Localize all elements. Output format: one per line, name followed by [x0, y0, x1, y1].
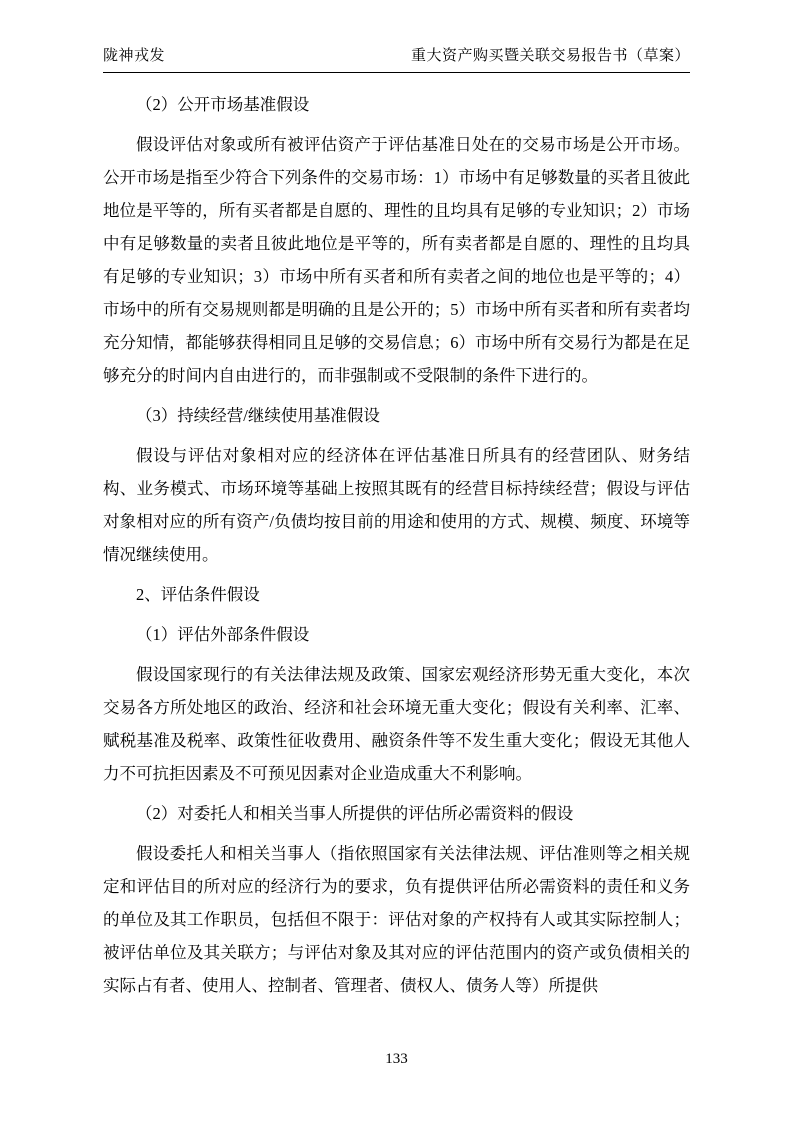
paragraph-heading-provided-materials: （2）对委托人和相关当事人所提供的评估所必需资料的假设 — [136, 804, 574, 823]
header-divider — [103, 72, 690, 73]
paragraph-heading-valuation-conditions: 2、评估条件假设 — [136, 585, 260, 604]
header-document-title: 重大资产购买暨关联交易报告书（草案） — [410, 48, 690, 64]
page-footer — [0, 1051, 793, 1068]
paragraph-provided-materials-text: 假设委托人和相关当事人（指依照国家有关法律法规、评估准则等之相关规定和评估目的所对应的经济行为的要求，负有提供评估所必需资料的责任和义务的单位及其工作职员，包括但不限于：评估对象的产权持有人或其实际控制人；被评估单位及其关联方；与评估对象及其对应的评估范围内的资产或负债相关的实际占有者、使用人、控制者、管理者、债权人、债务人等）所提供 — [103, 844, 690, 995]
page-header — [103, 44, 690, 65]
paragraph-heading-external-conditions: （1）评估外部条件假设 — [136, 625, 310, 644]
paragraph-heading-public-market: （2）公开市场基准假设 — [136, 95, 310, 114]
document-body — [103, 88, 690, 1002]
header-company-name: 陇神戎发 — [103, 48, 166, 64]
paragraph-heading-going-concern: （3）持续经营/继续使用基准假设 — [136, 406, 380, 425]
paragraph-going-concern-text: 假设与评估对象相对应的经济体在评估基准日所具有的经营团队、财务结构、业务模式、市场环境等基础上按照其既有的经营目标持续经营；假设与评估对象相对应的所有资产/负债均按目前的用途和使用的方式、规模、频度、环境等情况继续使用。 — [103, 446, 690, 564]
page-number: 133 — [385, 1051, 408, 1067]
paragraph-public-market-text: 假设评估对象或所有被评估资产于评估基准日处在的交易市场是公开市场。公开市场是指至少符合下列条件的交易市场：1）市场中有足够数量的买者且彼此地位是平等的，所有买者都是自愿的、理性的且均具有足够的专业知识；2）市场中有足够数量的卖者且彼此地位是平等的，所有卖者都是自愿的、理性的且均具有足够的专业知识；3）市场中所有买者和所有卖者之间的地位也是平等的；4）市场中的所有交易规则都是明确的且是公开的；5）市场中所有买者和所有卖者均充分知情，都能够获得相同且足够的交易信息；6）市场中所有交易行为都是在足够充分的时间内自由进行的，而非强制或不受限制的条件下进行的。 — [103, 135, 690, 385]
paragraph-external-conditions-text: 假设国家现行的有关法律法规及政策、国家宏观经济形势无重大变化，本次交易各方所处地区的政治、经济和社会环境无重大变化；假设有关利率、汇率、赋税基准及税率、政策性征收费用、融资条件等不发生重大变化；假设无其他人力不可抗拒因素及不可预见因素对企业造成重大不利影响。 — [103, 665, 690, 783]
